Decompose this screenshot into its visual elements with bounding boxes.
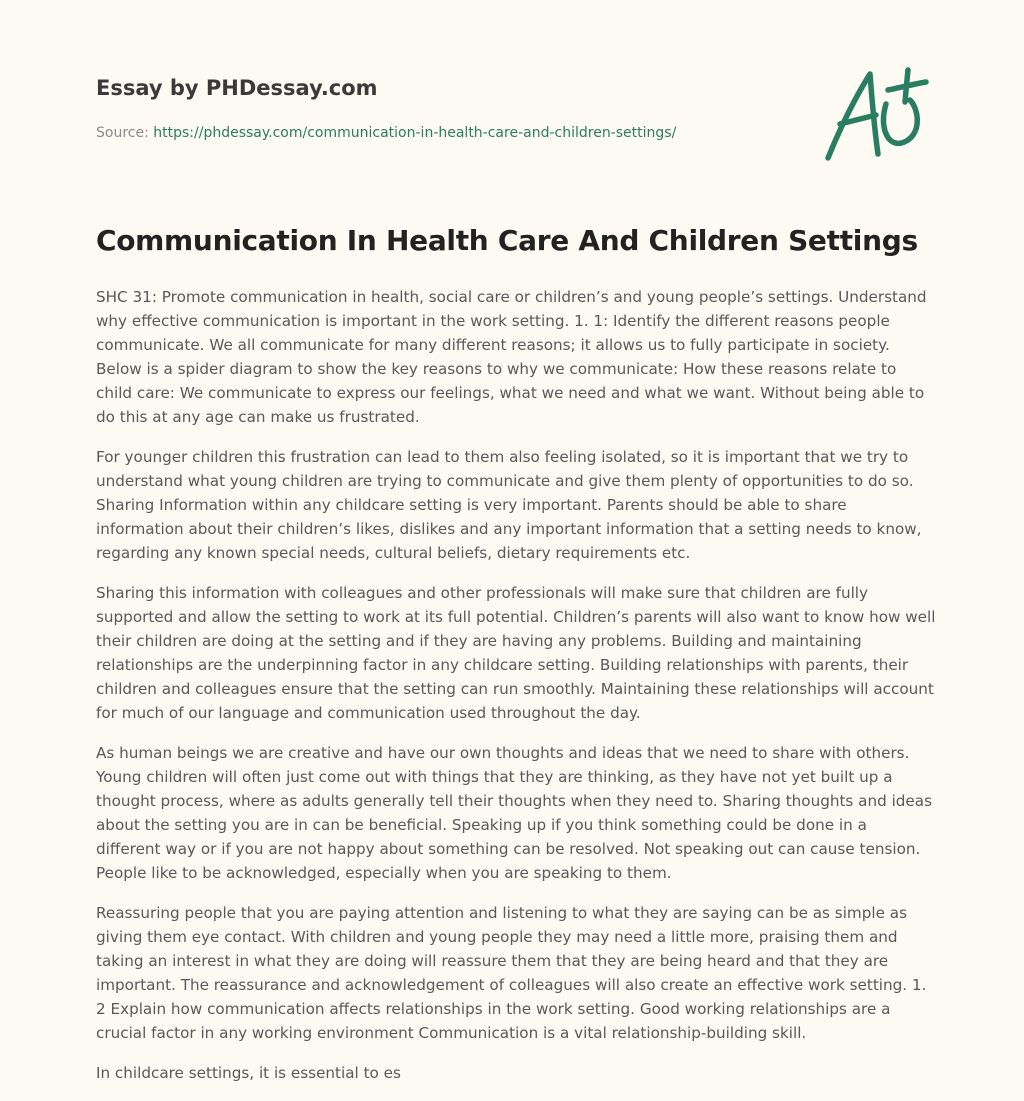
essay-paragraph: In childcare settings, it is essential to es	[96, 1064, 401, 1082]
essay-paragraph: As human beings we are creative and have our own thoughts and ideas that we need to share with others. Young children will often just come out with things that they are thinking, as they have not yet built up a thought process, where as adults generally tell their thoughts when they need to. Sharing thoughts and ideas about the setting you are in can be beneficial. Speaking up if you think something could be done in a different way or if you are not happy about something can be resolved. Not speaking out can cause tension. People like to be acknowledged, especially when you are speaking to them.	[96, 744, 932, 882]
essay-body	[96, 285, 936, 1101]
source-link[interactable]: https://phdessay.com/communication-in-health-care-and-children-settings/	[153, 125, 677, 141]
essay-paragraph: SHC 31: Promote communication in health, social care or children’s and young people’s settings. Understand why effective communication is important in the work setting. 1. 1: Identify the different reasons people communicate. We all communicate for many different reasons; it allows us to fully participate in society. Below is a spider diagram to show the key reasons to why we communicate: How these reasons relate to child care: We communicate to express our feelings, what we need and what we want. Without being able to do this at any age can make us frustrated.	[96, 288, 927, 426]
source-line	[96, 125, 676, 141]
source-label: Source:	[96, 125, 149, 141]
essay-paragraph: Sharing this information with colleagues and other professionals will make sure that children are fully supported and allow the setting to work at its full potential. Children’s parents will also want to know how well their children are doing at the setting and if they are having any problems. Building and maintaining relationships are the underpinning factor in any childcare setting. Building relationships with parents, their children and colleagues ensure that the setting can run smoothly. Maintaining these relationships will account for much of our language and communication used throughout the day.	[96, 584, 936, 722]
site-brand: Essay by PHDessay.com	[96, 76, 378, 100]
essay-paragraph: Reassuring people that you are paying attention and listening to what they are saying can be as simple as giving them eye contact. With children and young people they may need a little more, praising them and taking an interest in what they are doing will reassure them that they are being heard and that they are important. The reassurance and acknowledgement of colleagues will also create an effective work setting. 1. 2 Explain how communication affects relationships in the work setting. Good working relationships are a crucial factor in any working environment Communication is a vital relationship-building skill.	[96, 904, 927, 1042]
essay-title: Communication In Health Care And Children Settings	[96, 224, 918, 257]
a-plus-logo-icon	[818, 66, 930, 166]
essay-paragraph: For younger children this frustration can lead to them also feeling isolated, so it is important that we try to understand what young children are trying to communicate and give them plenty of opportunities to do so. Sharing Information within any childcare setting is very important. Parents should be able to share information about their children’s likes, dislikes and any important information that a setting needs to know, regarding any known special needs, cultural beliefs, dietary requirements etc.	[96, 448, 922, 562]
